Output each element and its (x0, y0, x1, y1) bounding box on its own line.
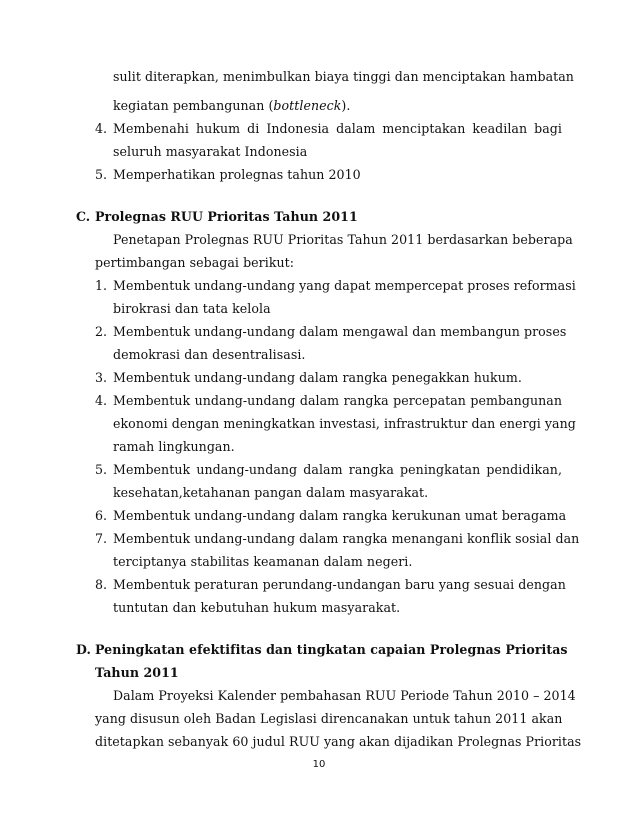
list-item-line: ramah lingkungan. (113, 439, 235, 454)
text-segment: ). (341, 98, 351, 113)
list-item: Membentuk peraturan perundang-undangan baru yang sesuai dengan (113, 577, 566, 592)
page-number: 10 (312, 759, 326, 770)
list-item: Membentuk undang-undang dalam rangka menangani konflik sosial dan (113, 531, 580, 546)
list-item: Memperhatikan prolegnas tahun 2010 (113, 167, 361, 182)
text-segment: kegiatan pembangunan ( (113, 98, 274, 113)
list-number: 2. (95, 324, 108, 339)
list-number: 8. (95, 577, 108, 592)
list-item-continuation-end (113, 95, 350, 117)
list-item: Membentuk undang-undang dalam rangka penegakkan hukum. (113, 370, 522, 385)
list-item: Membentuk undang-undang dalam rangka kerukunan umat beragama (113, 508, 567, 523)
list-item: Membenahi hukum di Indonesia dalam menciptakan keadilan bagi (113, 121, 562, 136)
paragraph-line: Dalam Proyeksi Kalender pembahasan RUU Periode Tahun 2010 – 2014 (113, 688, 576, 703)
italic-term: bottleneck (273, 98, 342, 113)
section-heading: Peningkatan efektifitas dan tingkatan capaian Prolegnas Prioritas (95, 642, 568, 657)
list-number: 7. (95, 531, 108, 546)
section-letter: D. (76, 642, 91, 657)
list-number: 5. (95, 462, 108, 477)
paragraph-line: pertimbangan sebagai berikut: (95, 255, 295, 270)
list-item: Membentuk undang-undang dalam rangka peningkatan pendidikan, (113, 462, 562, 477)
list-item-line: kesehatan,ketahanan pangan dalam masyarakat. (113, 485, 429, 500)
list-item-line: demokrasi dan desentralisasi. (113, 347, 306, 362)
list-item: Membentuk undang-undang yang dapat mempercepat proses reformasi (113, 278, 576, 293)
list-number: 1. (95, 278, 108, 293)
list-number: 3. (95, 370, 108, 385)
list-item-line: seluruh masyarakat Indonesia (113, 144, 308, 159)
list-item-continuation: sulit diterapkan, menimbulkan biaya tinggi dan menciptakan hambatan (113, 69, 574, 84)
list-item-line: tuntutan dan kebutuhan hukum masyarakat. (113, 600, 401, 615)
section-heading-line: Tahun 2011 (95, 665, 179, 680)
list-item: Membentuk undang-undang dalam mengawal dan membangun proses (113, 324, 567, 339)
list-item: Membentuk undang-undang dalam rangka percepatan pembangunan (113, 393, 562, 408)
list-item-line: ekonomi dengan meningkatkan investasi, infrastruktur dan energi yang (113, 416, 576, 431)
list-item-line: terciptanya stabilitas keamanan dalam negeri. (113, 554, 413, 569)
section-letter: C. (76, 209, 91, 224)
list-item-line: birokrasi dan tata kelola (113, 301, 271, 316)
list-number: 6. (95, 508, 108, 523)
paragraph-line: ditetapkan sebanyak 60 judul RUU yang akan dijadikan Prolegnas Prioritas (95, 734, 582, 749)
list-number: 4. (95, 121, 108, 136)
paragraph-line: yang disusun oleh Badan Legislasi direncanakan untuk tahun 2011 akan (95, 711, 563, 726)
list-number: 4. (95, 393, 108, 408)
list-number: 5. (95, 167, 108, 182)
section-heading: Prolegnas RUU Prioritas Tahun 2011 (95, 209, 358, 224)
paragraph-line: Penetapan Prolegnas RUU Prioritas Tahun 2011 berdasarkan beberapa (113, 232, 573, 247)
